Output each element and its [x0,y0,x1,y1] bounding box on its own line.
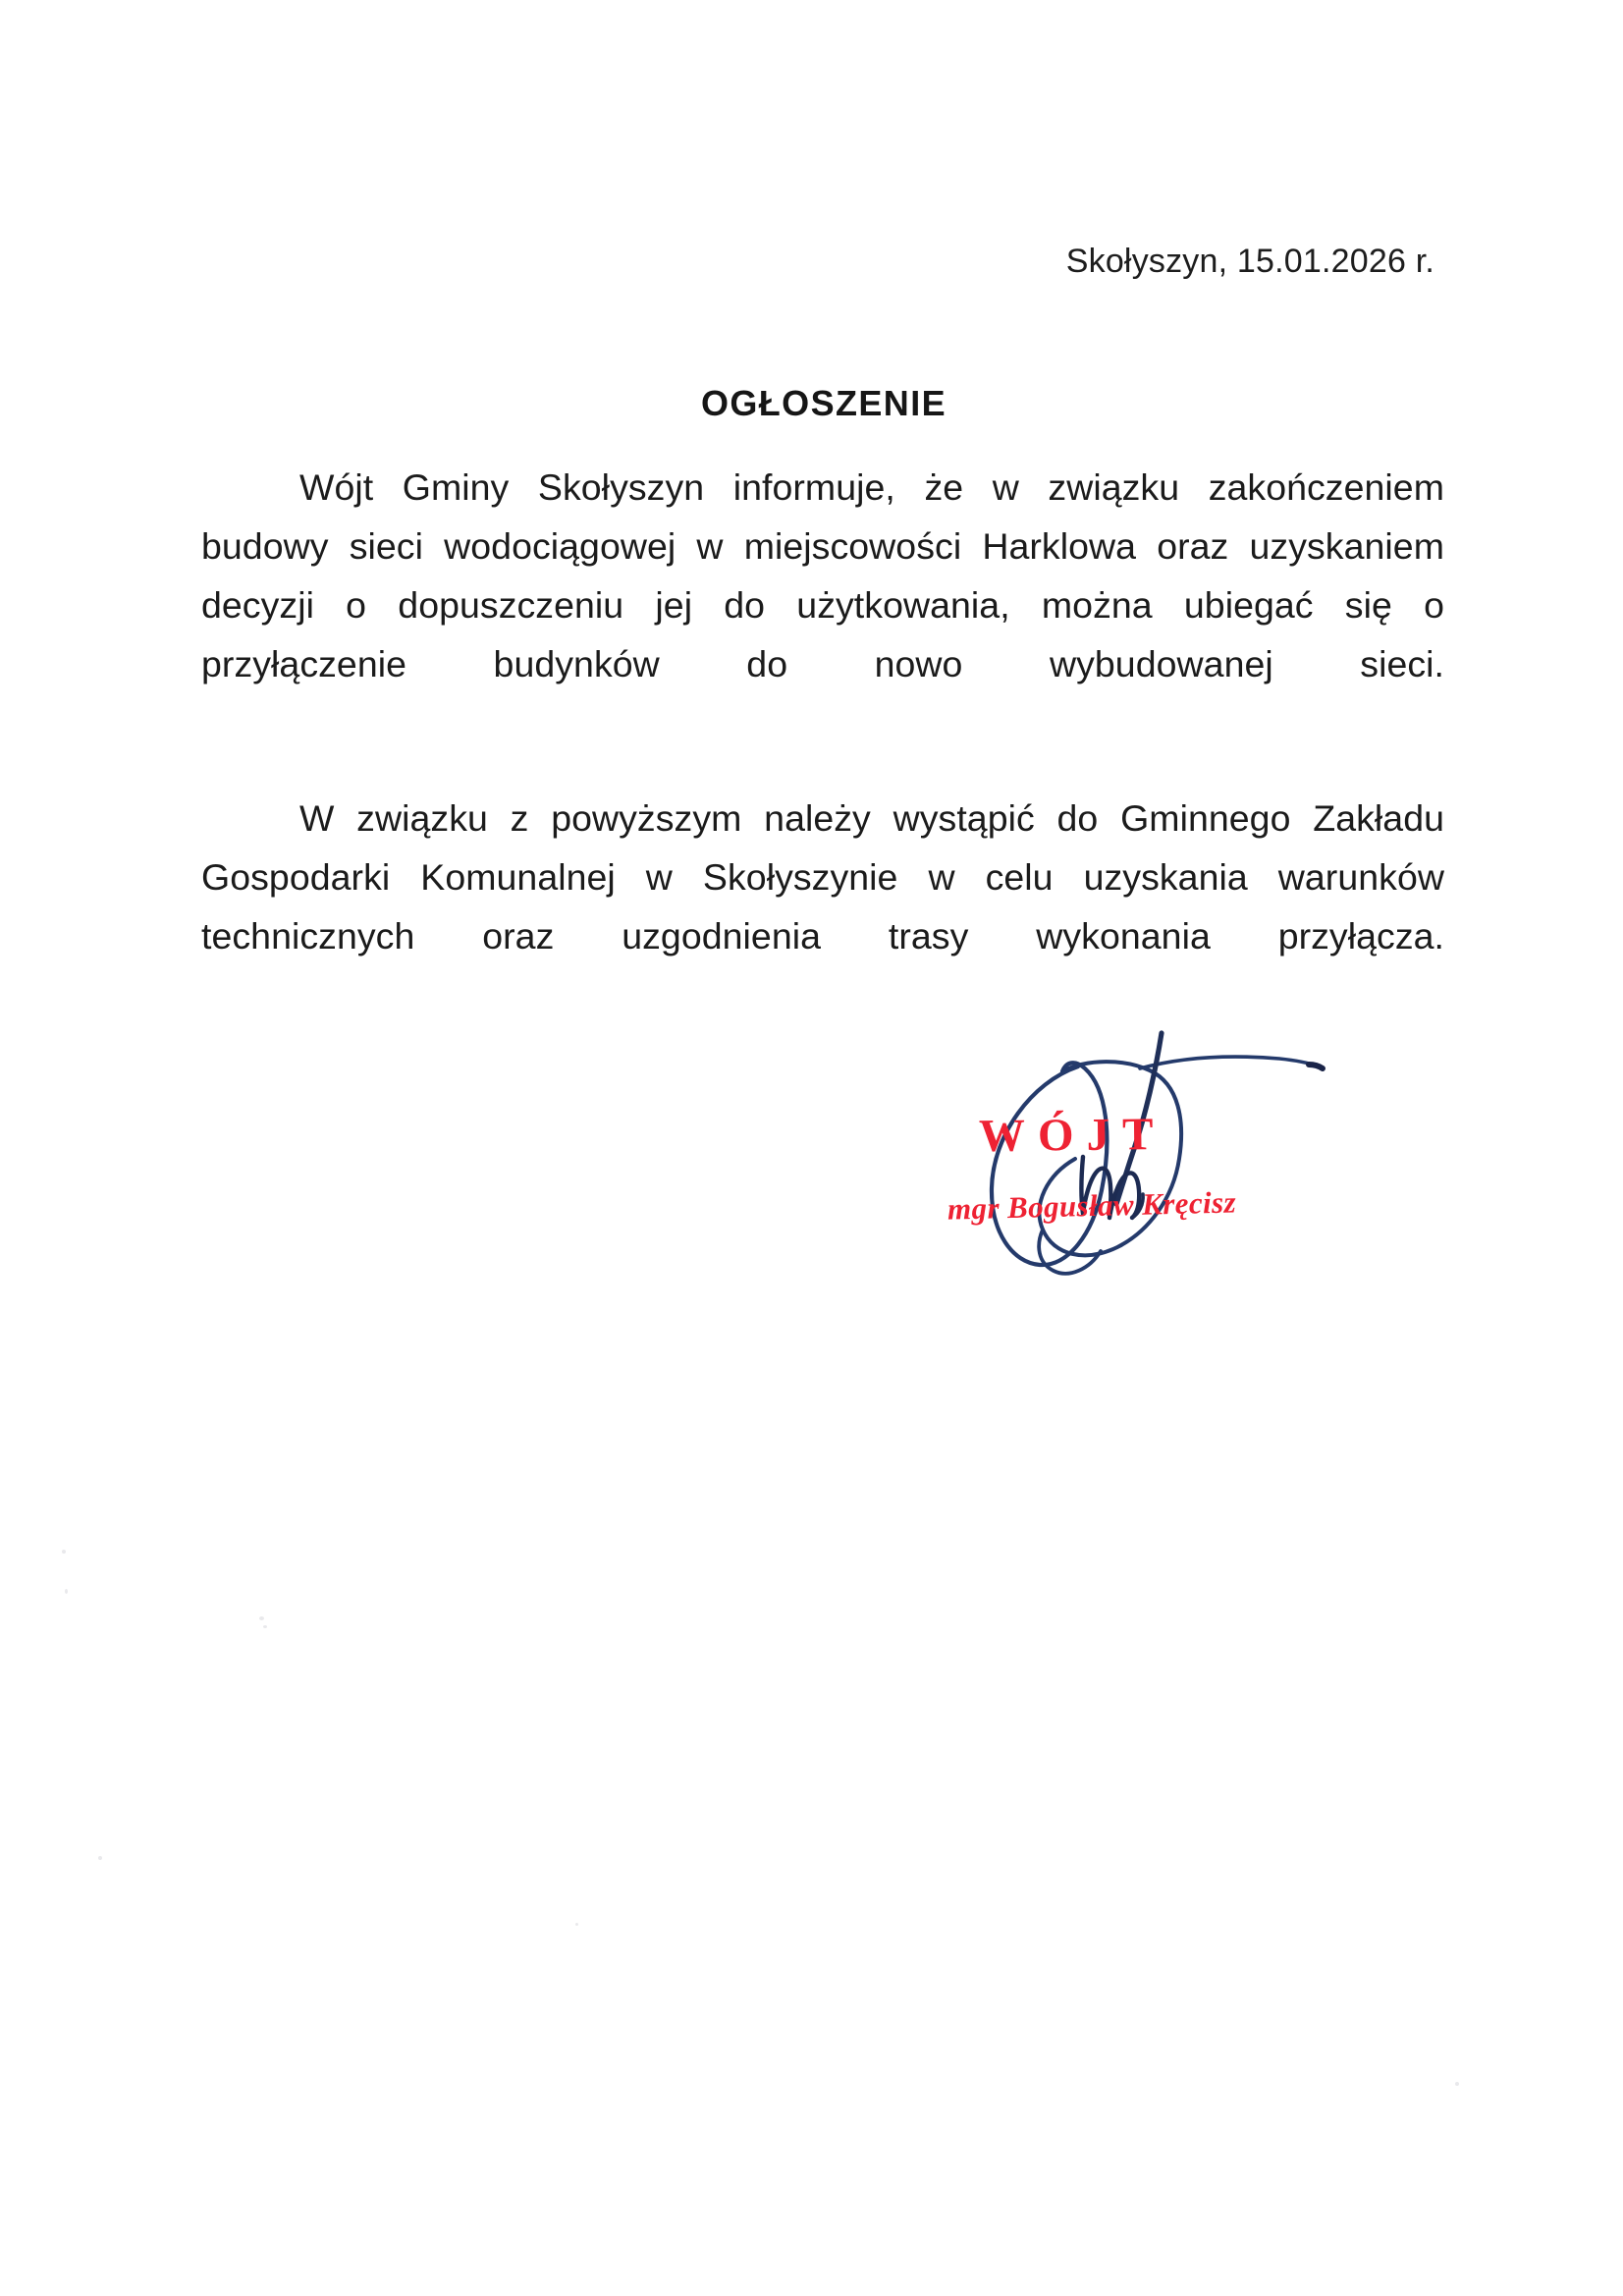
scan-speck [1455,2082,1459,2086]
signature-block [938,1011,1330,1286]
scan-speck [575,1923,578,1926]
stamp-name-label: mgr Bogusław Kręcisz [947,1184,1237,1227]
body-paragraph: W związku z powyższym należy wystąpić do Gminnego Zakładu Gospodarki Komunalnej w Skołyszynie w celu uzyskania warunków technicznych oraz uzgodnienia trasy wykonania przyłącza. [201,797,1444,957]
scan-speck [263,1625,267,1628]
document-date: Skołyszyn, 15.01.2026 r. [1065,243,1434,280]
document-body [201,458,1444,1024]
scan-speck [98,1856,102,1860]
stamp-office-label: WÓJT [978,1109,1166,1162]
scan-speck [65,1589,68,1594]
scan-speck [62,1550,66,1554]
page-title: OGŁOSZENIE [700,383,947,423]
scan-speck [259,1616,264,1620]
body-paragraph: Wójt Gminy Skołyszyn informuje, że w związku zakończeniem budowy sieci wodociągowej w miejscowości Harklowa oraz uzyskaniem decyzji o dopuszczeniu jej do użytkowania, można ubiegać się o przyłączenie budynków do nowo wybudowanej sieci. [201,466,1444,684]
handwritten-signature-icon [938,1011,1330,1286]
